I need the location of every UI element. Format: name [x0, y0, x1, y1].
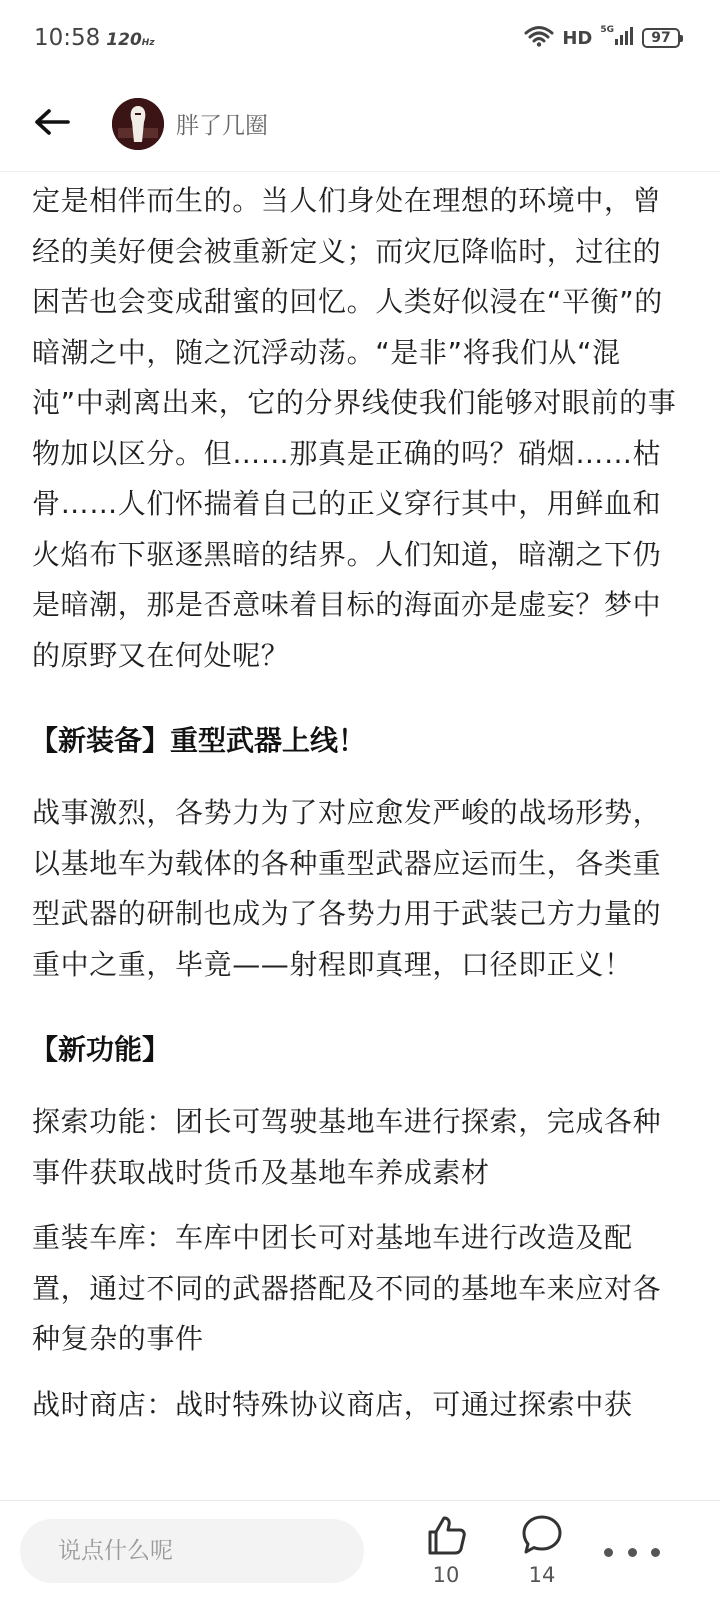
wifi-icon	[524, 25, 554, 51]
speech-bubble-icon	[520, 1542, 564, 1561]
section-gap	[32, 696, 688, 706]
more-dot	[628, 1548, 637, 1557]
article-paragraph: 战时商店：战时特殊协议商店，可通过探索中获	[32, 1387, 633, 1421]
avatar-figure-icon	[112, 98, 164, 150]
battery-level: 97	[651, 30, 671, 46]
battery-icon	[642, 28, 680, 48]
post-header	[0, 76, 720, 172]
section-heading: 【新功能】	[30, 1033, 171, 1066]
status-bar	[0, 0, 720, 76]
author-name[interactable]: 胖了几圈	[176, 113, 268, 139]
comment-button[interactable]	[512, 1513, 572, 1587]
more-dot	[604, 1548, 613, 1557]
article-paragraph: 战事激烈，各势力为了对应愈发严峻的战场形势，以基地车为载体的各种重型武器应运而生，各类重型武器的研制也成为了各势力用于武装己方力量的重中之重，毕竟——射程即真理，口径即正义！	[32, 796, 662, 981]
article-paragraph: 定是相伴而生的。当人们身处在理想的环境中，曾经的美好便会被重新定义；而灾厄降临时，过往的困苦也会变成甜蜜的回忆。人类好似浸在“平衡”的暗潮之中，随之沉浮动荡。“是非”将我们从“混沌”中剥离出来，它的分界线使我们能够对眼前的事物加以区分。但……那真是正确的吗？硝烟……枯骨……人们怀揣着自己的正义穿行其中，用鲜血和火焰布下驱逐黑暗的结界。人们知道，暗潮之下仍是暗潮，那是否意味着目标的海面亦是虚妄？梦中的原野又在何处呢？	[32, 184, 677, 672]
network-type: 5G	[600, 25, 614, 35]
status-time: 10:58	[34, 25, 101, 51]
back-button[interactable]	[26, 98, 78, 150]
article-paragraph: 探索功能：团长可驾驶基地车进行探索，完成各种事件获取战时货币及基地车养成素材	[32, 1105, 662, 1189]
avatar[interactable]	[112, 98, 164, 150]
arrow-left-icon	[34, 108, 70, 140]
bottom-action-bar	[0, 1500, 720, 1600]
refresh-rate-value: 120	[106, 30, 142, 50]
refresh-rate-unit: Hz	[141, 38, 155, 48]
comment-count: 14	[528, 1563, 556, 1587]
more-dots-icon[interactable]	[604, 1537, 660, 1567]
section-heading: 【新装备】重型武器上线！	[30, 724, 367, 757]
refresh-rate	[106, 30, 154, 50]
article-paragraph: 重装车库：车库中团长可对基地车进行改造及配置，通过不同的武器搭配及不同的基地车来应对各种复杂的事件	[32, 1221, 662, 1355]
signal-bars-icon	[614, 26, 634, 50]
more-dot	[651, 1548, 660, 1557]
thumbs-up-icon	[424, 1542, 468, 1561]
section-gap	[32, 1005, 688, 1015]
like-button[interactable]	[416, 1513, 476, 1587]
comment-input[interactable]: 说点什么呢	[20, 1519, 364, 1583]
status-left	[34, 25, 155, 51]
like-count: 10	[432, 1563, 460, 1587]
status-right	[524, 25, 680, 51]
article-content	[0, 172, 720, 1500]
hd-indicator: HD	[562, 27, 593, 49]
